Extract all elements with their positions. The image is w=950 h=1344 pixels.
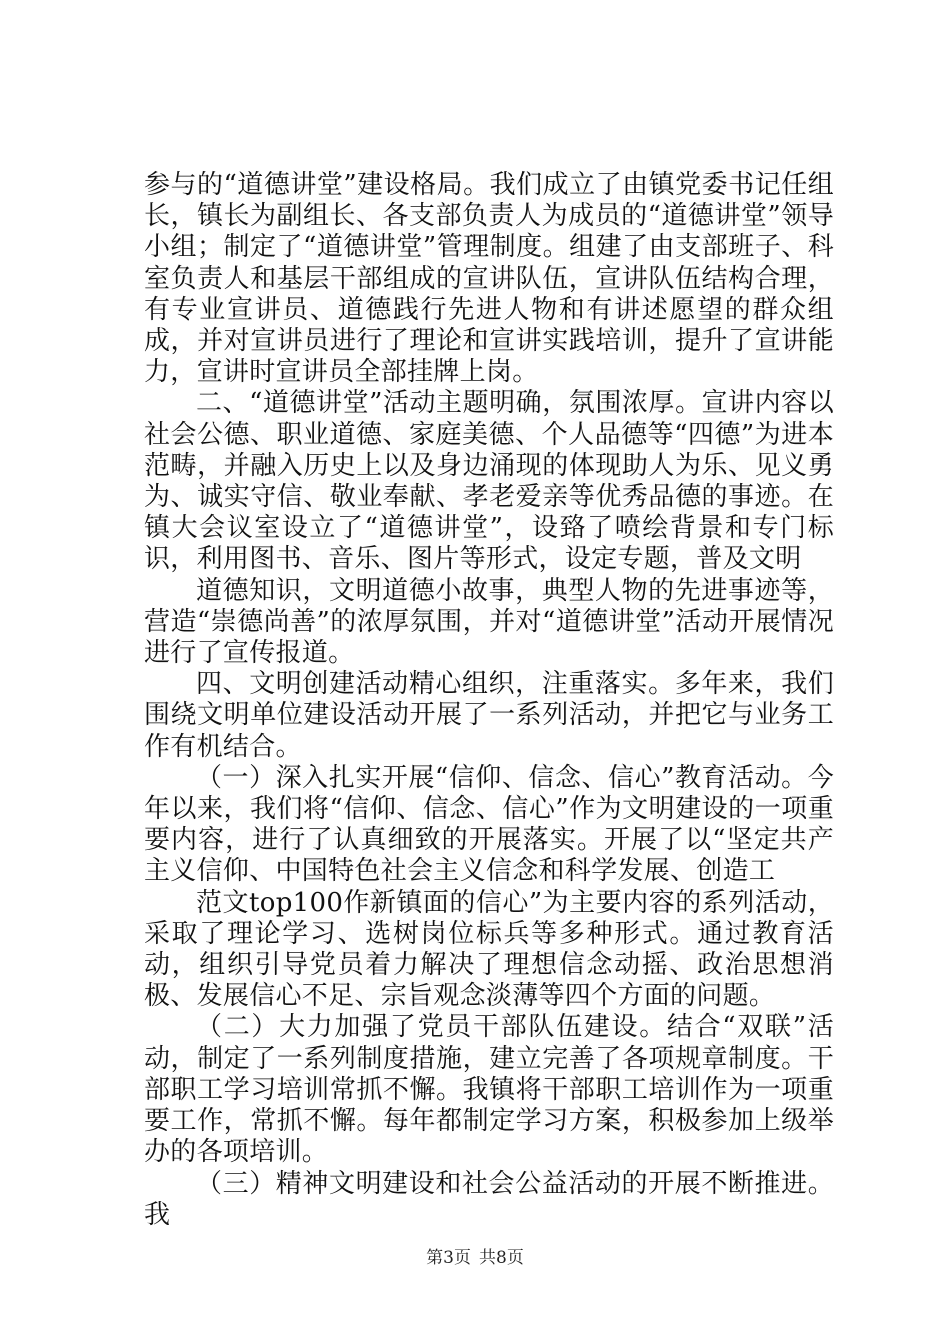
paragraph: 道德知识，文明道德小故事，典型人物的先进事迹等，营造“崇德尚善”的浓厚氛围，并对“道德讲堂”活动开展情况进行了宣传报道。 [144, 575, 834, 669]
paragraph: 参与的“道德讲堂”建设格局。我们成立了由镇党委书记任组长，镇长为副组长、各支部负责人为成员的“道德讲堂”领导小组；制定了“道德讲堂”管理制度。组建了由支部班子、科室负责人和基层干部组成的宣讲队伍，宣讲队伍结构合理，有专业宣讲员、道德践行先进人物和有讲述愿望的群众组成，并对宣讲员进行了理论和宣讲实践培训，提升了宣讲能力，宣讲时宣讲员全部挂牌上岗。 [144, 170, 834, 388]
paragraph: 四、文明创建活动精心组织，注重落实。多年来，我们围绕文明单位建设活动开展了一系列活动，并把它与业务工作有机结合。 [144, 669, 834, 762]
paragraph: （三）精神文明建设和社会公益活动的开展不断推进。我 [144, 1168, 834, 1230]
paragraph: 范文top100作新镇面的信心”为主要内容的系列活动，采取了理论学习、选树岗位标兵等多种形式。通过教育活动，组织引导党员着力解决了理想信念动摇、政治思想消极、发展信心不足、宗旨观念淡薄等四个方面的问题。 [144, 887, 834, 1012]
page-footer [0, 1243, 950, 1268]
document-body [144, 170, 834, 1231]
page-number: 第3页 [426, 1248, 471, 1268]
paragraph: （一）深入扎实开展“信仰、信念、信心”教育活动。今年以来，我们将“信仰、信念、信心”作为文明建设的一项重要内容，进行了认真细致的开展落实。开展了以“坚定共产主义信仰、中国特色社会主义信念和科学发展、创造工 [144, 762, 834, 887]
paragraph: （二）大力加强了党员干部队伍建设。结合“双联”活动，制定了一系列制度措施，建立完善了各项规章制度。干部职工学习培训常抓不懈。我镇将干部职工培训作为一项重要工作，常抓不懈。每年都制定学习方案，积极参加上级举办的各项培训。 [144, 1012, 834, 1168]
page-total: 共8页 [479, 1248, 524, 1268]
paragraph: 二、“道德讲堂”活动主题明确，氛围浓厚。宣讲内容以社会公德、职业道德、家庭美德、个人品德等“四德”为进本范畴，并融入历史上以及身边涌现的体现助人为乐、见义勇为、诚实守信、敬业奉献、孝老爱亲等优秀品德的事迹。在镇大会议室设立了“道德讲堂”，设臵了喷绘背景和专门标识，利用图书、音乐、图片等形式，设定专题，普及文明 [144, 388, 834, 575]
